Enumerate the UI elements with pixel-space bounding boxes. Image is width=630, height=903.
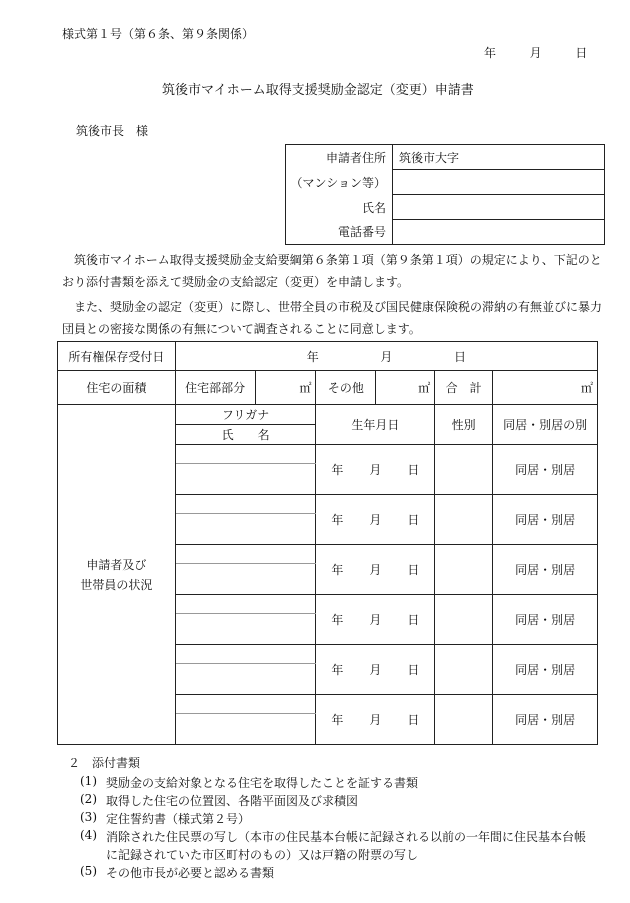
house-part-label: 住宅部部分 [175,371,255,405]
birth-day: 日 [407,713,420,727]
phone-field[interactable] [393,220,605,245]
birth-month: 月 [369,613,382,627]
birth-year: 年 [331,513,344,527]
registration-date-field[interactable] [175,342,597,371]
member-furigana-field[interactable] [175,495,316,514]
birth-day: 日 [407,613,420,627]
member-cohab-field[interactable]: 同居・別居 [493,495,598,545]
member-furigana-field[interactable] [175,545,316,564]
date-line [484,46,587,60]
member-sex-field[interactable] [435,645,493,695]
member-birth-field[interactable] [316,645,435,695]
attachment-number: (5) [80,864,97,878]
name-header: 氏 名 [175,425,316,445]
sqm-unit: ㎡ [418,381,431,395]
section-label-line-1: 申請者及び [86,557,147,572]
section-label-line-2: 世帯員の状況 [80,577,153,592]
member-name-field[interactable] [175,464,316,495]
sqm-unit: ㎡ [299,381,312,395]
birth-day: 日 [407,463,420,477]
member-birth-field[interactable] [316,545,435,595]
member-birth-field[interactable] [316,445,435,495]
addressee: 筑後市長 様 [76,124,149,138]
birth-month: 月 [369,563,382,577]
member-sex-field[interactable] [435,545,493,595]
mansion-label: （マンション等） [286,170,393,195]
body-paragraph-1: 筑後市マイホーム取得支援奨励金支給要綱第６条第１項（第９条第１項）の規定により、下記のとおり添付書類を添えて奨励金の支給認定（変更）を申請します。 [62,253,602,289]
furigana-header: フリガナ [175,405,316,425]
member-cohab-field[interactable]: 同居・別居 [493,545,598,595]
date-year: 年 [484,46,497,60]
name-label: 氏名 [286,195,393,220]
member-furigana-field[interactable] [175,595,316,614]
cohab-header: 同居・別居の別 [493,405,598,445]
page-title: 筑後市マイホーム取得支援奨励金認定（変更）申請書 [162,83,474,98]
other-label: その他 [316,371,376,405]
other-area-field[interactable] [376,371,435,405]
member-sex-field[interactable] [435,595,493,645]
attachment-number: (3) [80,810,97,824]
member-birth-field[interactable] [316,695,435,745]
date-day: 日 [575,46,588,60]
birth-year: 年 [331,463,344,477]
member-name-field[interactable] [175,514,316,545]
attachment-text: その他市長が必要と認める書類 [106,866,275,880]
sqm-unit: ㎡ [580,381,593,395]
applicant-table [285,144,605,245]
birth-year: 年 [331,663,344,677]
birth-month: 月 [369,713,382,727]
registration-date-label: 所有権保存受付日 [58,342,176,371]
member-name-field[interactable] [175,564,316,595]
member-sex-field[interactable] [435,695,493,745]
attachment-text: 奨励金の支給対象となる住宅を取得したことを証する書類 [106,776,419,790]
member-sex-field[interactable] [435,445,493,495]
phone-label: 電話番号 [286,220,393,245]
attachment-number: (2) [80,792,97,806]
member-birth-field[interactable] [316,595,435,645]
date-month: 月 [529,46,542,60]
attachments-heading: ２ 添付書類 [68,756,141,770]
member-cohab-field[interactable]: 同居・別居 [493,595,598,645]
member-cohab-field[interactable]: 同居・別居 [493,445,598,495]
name-field[interactable] [393,195,605,220]
area-label: 住宅の面積 [58,371,176,405]
member-furigana-field[interactable] [175,695,316,714]
reg-day: 日 [454,349,467,364]
birth-day: 日 [407,563,420,577]
form-number: 様式第１号（第６条、第９条関係） [62,27,255,41]
member-furigana-field[interactable] [175,645,316,664]
sex-header: 性別 [435,405,493,445]
birth-year: 年 [331,613,344,627]
total-label: 合 計 [435,371,493,405]
address-label: 申請者住所 [286,145,393,170]
attachment-number: (4) [80,828,97,842]
mansion-field[interactable] [393,170,605,195]
birth-day: 日 [407,663,420,677]
address-field[interactable]: 筑後市大字 [393,145,605,170]
birth-month: 月 [369,513,382,527]
birth-header: 生年月日 [316,405,435,445]
birth-year: 年 [331,563,344,577]
member-furigana-field[interactable] [175,445,316,464]
total-area-field[interactable] [493,371,598,405]
main-table [57,341,598,745]
birth-month: 月 [369,463,382,477]
attachment-text: 定住誓約書（様式第２号） [106,812,251,826]
reg-year: 年 [306,349,319,364]
member-birth-field[interactable] [316,495,435,545]
house-part-area-field[interactable] [255,371,316,405]
attachment-text: 消除された住民票の写し（本市の住民基本台帳に記録される以前の一年間に住民基本台帳に記録されていた市区町村のもの）又は戸籍の附票の写し [106,830,587,862]
birth-day: 日 [407,513,420,527]
attachment-number: (1) [80,774,97,788]
member-cohab-field[interactable]: 同居・別居 [493,695,598,745]
reg-month: 月 [380,349,393,364]
member-name-field[interactable] [175,664,316,695]
birth-month: 月 [369,663,382,677]
body-paragraph-2: また、奨励金の認定（変更）に際し、世帯全員の市税及び国民健康保険税の滞納の有無並びに暴力団員との密接な関係の有無について調査されることに同意します。 [62,300,603,336]
member-cohab-field[interactable]: 同居・別居 [493,645,598,695]
birth-year: 年 [331,713,344,727]
member-sex-field[interactable] [435,495,493,545]
section-label [58,405,176,745]
member-name-field[interactable] [175,714,316,745]
member-name-field[interactable] [175,614,316,645]
attachment-text: 取得した住宅の位置図、各階平面図及び求積図 [106,794,359,808]
